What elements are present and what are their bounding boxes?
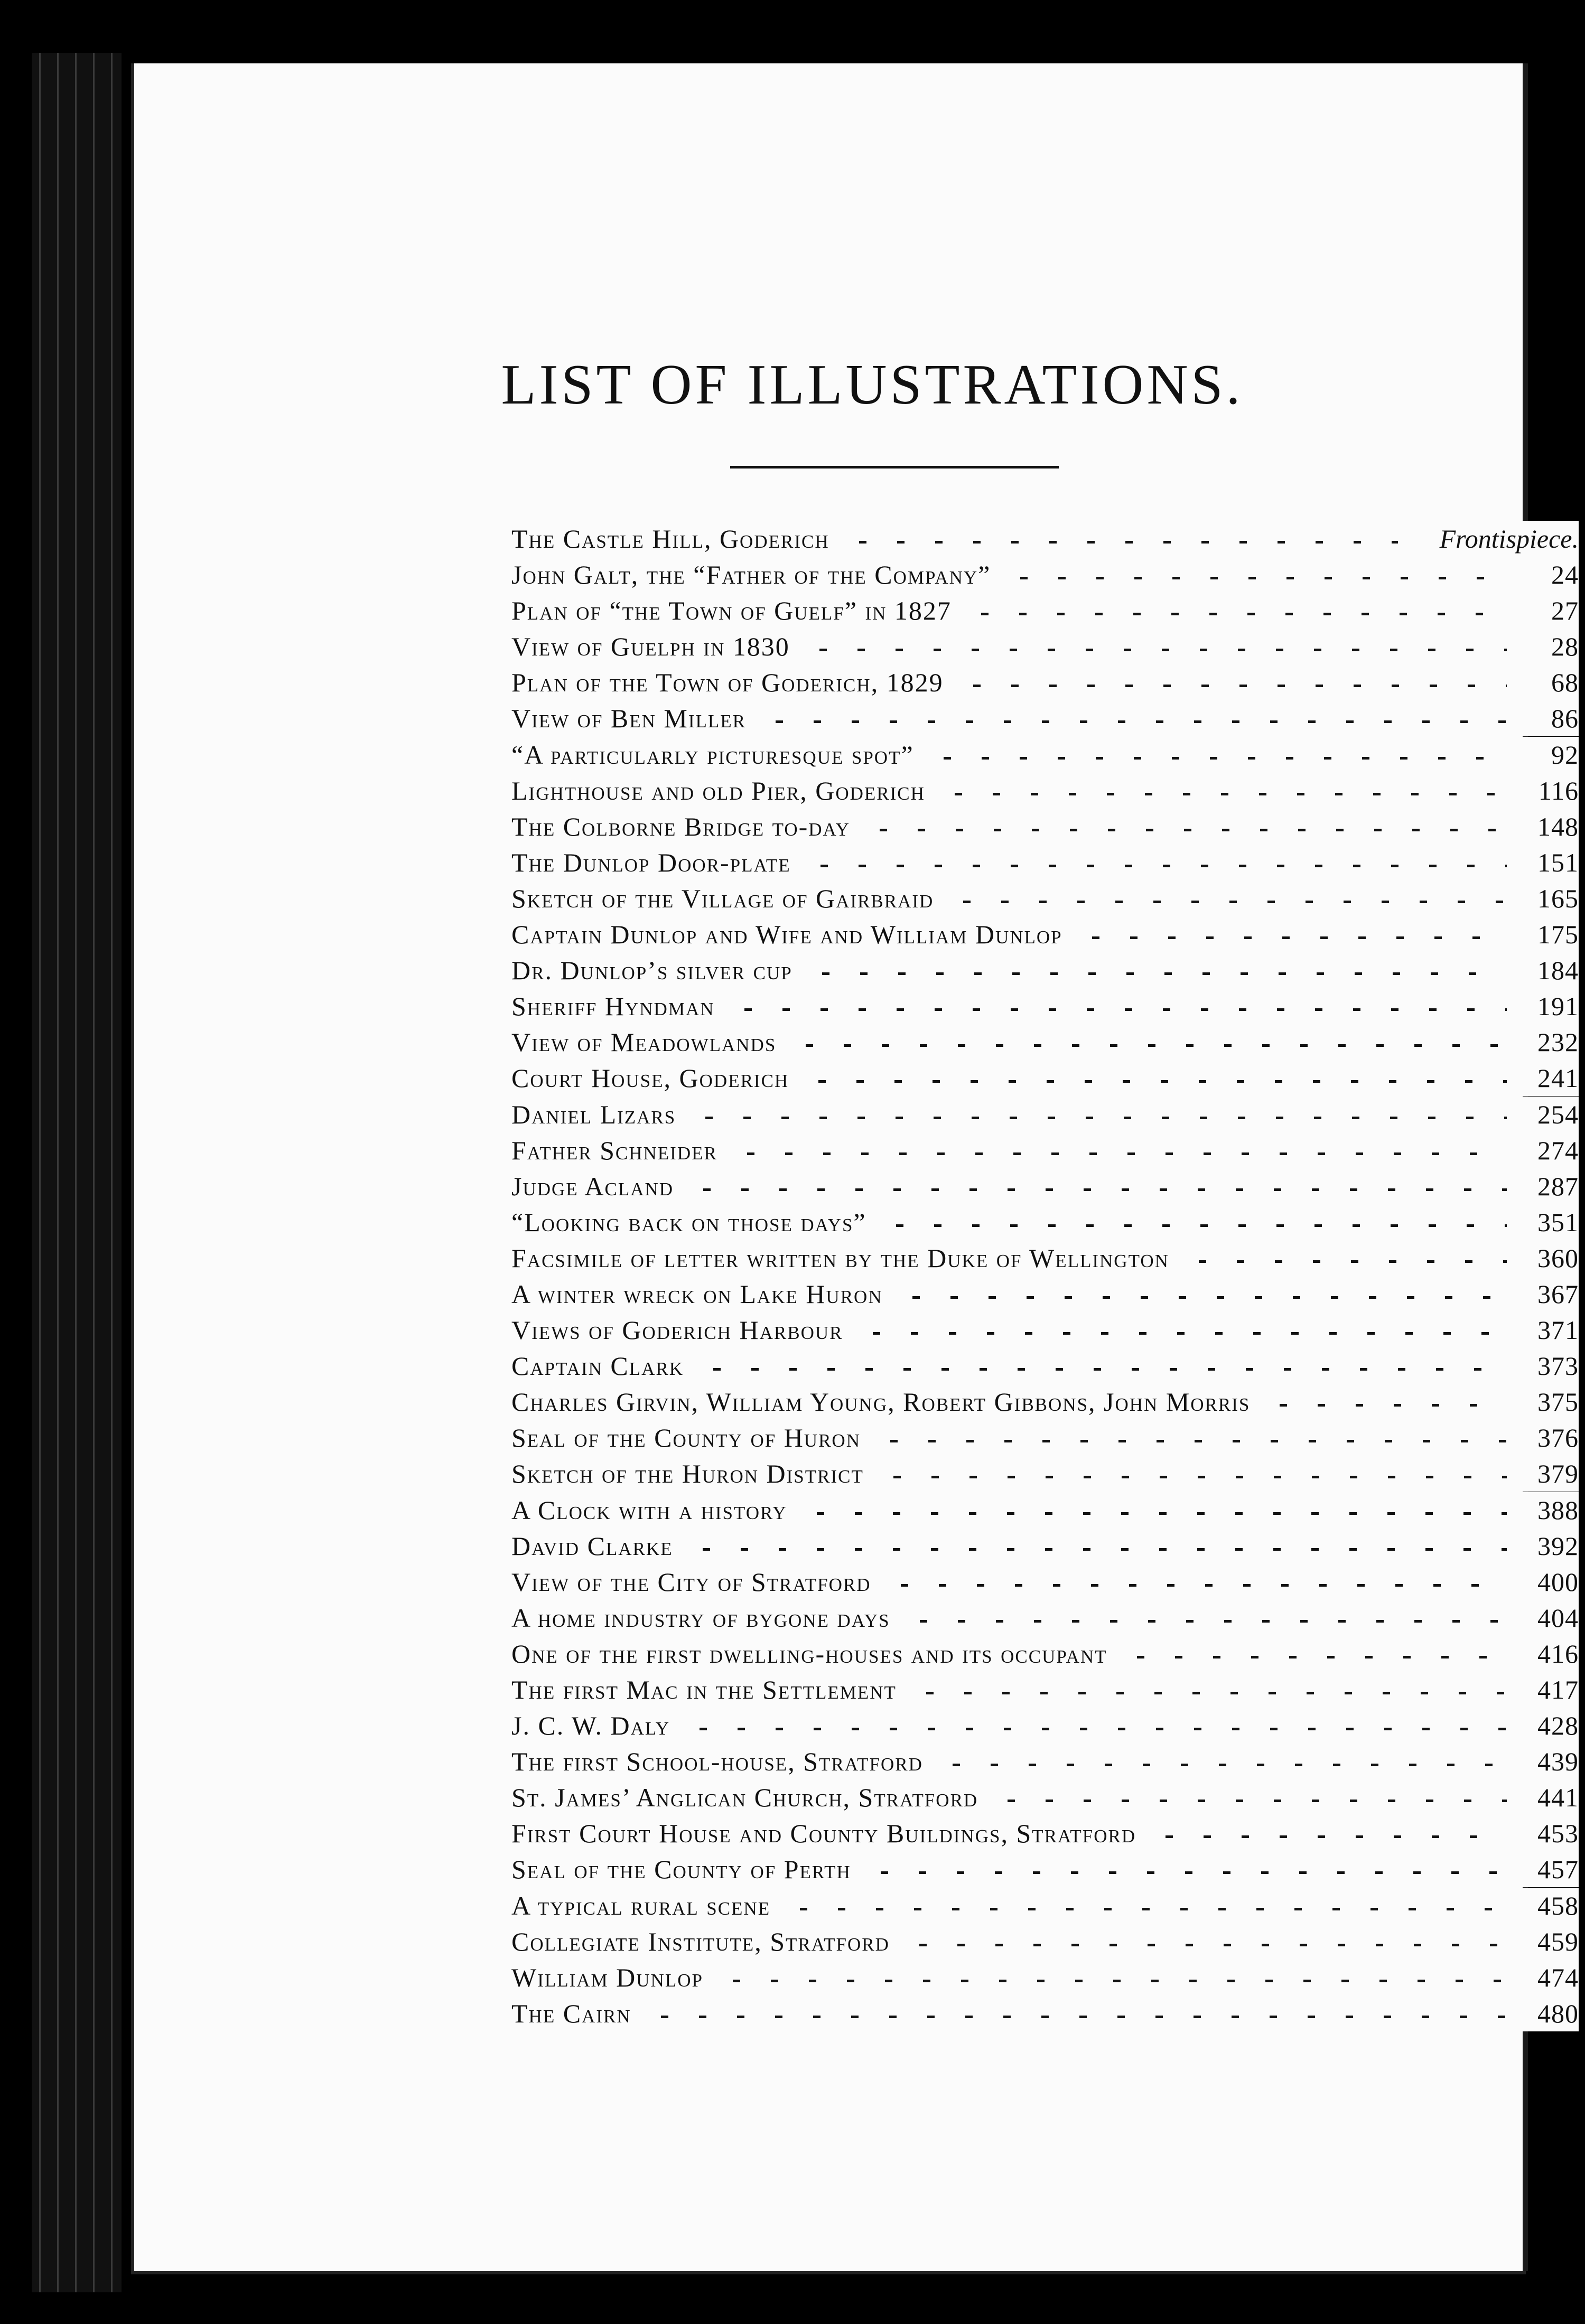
dot-leader [799, 629, 1507, 664]
list-item [511, 1384, 1579, 1420]
dot-leader [683, 1528, 1507, 1564]
dot-leader [870, 1420, 1507, 1456]
page-number: 27 [1507, 593, 1579, 629]
page-number: 274 [1507, 1132, 1579, 1168]
book-page [131, 63, 1579, 2274]
illustration-title: One of the first dwelling-houses and its occupant [511, 1636, 1117, 1672]
illustration-title: The first School-house, Stratford [511, 1744, 933, 1779]
list-item [511, 1636, 1579, 1672]
dot-leader [685, 1097, 1507, 1132]
dot-leader [797, 1492, 1507, 1528]
list-item [511, 1708, 1579, 1744]
illustration-title: The Colborne Bridge to-day [511, 809, 860, 845]
list-item [511, 1240, 1579, 1276]
illustration-title: Facsimile of letter written by the Duke of Wellington [511, 1240, 1179, 1276]
illustration-title: Views of Goderich Harbour [511, 1312, 853, 1348]
list-item [511, 593, 1579, 629]
dot-leader [1179, 1240, 1507, 1276]
illustration-title: View of the City of Stratford [511, 1564, 881, 1600]
page-number: 376 [1507, 1420, 1579, 1456]
list-item [511, 1888, 1579, 1924]
page-number: 287 [1507, 1168, 1579, 1204]
dot-leader [876, 1204, 1507, 1240]
illustration-title: Captain Dunlop and Wife and William Dunlop [511, 916, 1072, 952]
dot-leader [924, 737, 1507, 773]
page-number: 367 [1507, 1276, 1579, 1312]
dot-leader [892, 1276, 1507, 1312]
illustration-title: The Cairn [511, 1995, 641, 2031]
list-item [511, 1600, 1579, 1636]
list-item [511, 845, 1579, 880]
dot-leader [953, 664, 1507, 700]
illustration-title: A Clock with a history [511, 1492, 797, 1528]
list-item [511, 1132, 1579, 1168]
page-title: LIST OF ILLUSTRATIONS. [501, 353, 1244, 416]
dot-leader [641, 1995, 1507, 2031]
list-item [511, 1564, 1579, 1600]
illustration-title: View of Meadowlands [511, 1024, 786, 1060]
list-item [511, 557, 1579, 593]
illustration-title: First Court House and County Buildings, Stratford [511, 1815, 1145, 1851]
dot-leader [683, 1168, 1507, 1204]
page-number: 373 [1507, 1348, 1579, 1384]
illustration-title: Father Schneider [511, 1132, 727, 1168]
page-number: 416 [1507, 1636, 1579, 1672]
page-number: 175 [1507, 916, 1579, 952]
illustration-title: Charles Girvin, William Young, Robert Gibbons, John Morris [511, 1384, 1260, 1420]
title-rule [730, 466, 1059, 468]
page-number: 453 [1507, 1815, 1579, 1851]
dot-leader [1145, 1815, 1507, 1851]
page-number: 392 [1507, 1528, 1579, 1564]
dot-leader [780, 1888, 1507, 1924]
page-number: 68 [1507, 664, 1579, 700]
illustration-title: Plan of the Town of Goderich, 1829 [511, 664, 953, 700]
illustration-title: Seal of the County of Huron [511, 1420, 870, 1456]
page-number: 458 [1507, 1888, 1579, 1924]
page-number: 351 [1507, 1204, 1579, 1240]
dot-leader [756, 700, 1507, 736]
list-item [511, 773, 1579, 809]
illustration-title: The first Mac in the Settlement [511, 1672, 906, 1708]
illustration-title: A typical rural scene [511, 1888, 780, 1924]
illustration-title: Captain Clark [511, 1348, 693, 1384]
list-item [511, 809, 1579, 845]
page-number: 457 [1507, 1851, 1579, 1887]
list-item [511, 1779, 1579, 1815]
list-item [511, 1995, 1579, 2031]
illustration-title: J. C. W. Daly [511, 1708, 679, 1744]
illustration-title: Court House, Goderich [511, 1060, 798, 1096]
page-number: 116 [1507, 773, 1579, 809]
list-item [511, 1744, 1579, 1779]
illustration-title: Sheriff Hyndman [511, 988, 724, 1024]
dot-leader [679, 1708, 1507, 1744]
page-number: 184 [1507, 952, 1579, 988]
illustration-title: Seal of the County of Perth [511, 1851, 861, 1887]
dot-leader [724, 988, 1507, 1024]
page-number: 92 [1507, 737, 1579, 773]
list-item [511, 1672, 1579, 1708]
dot-leader [861, 1851, 1507, 1887]
list-item [511, 1492, 1579, 1528]
dot-leader [839, 521, 1398, 557]
illustration-title: The Dunlop Door-plate [511, 845, 800, 880]
list-item [511, 737, 1579, 773]
illustration-title: View of Ben Miller [511, 700, 756, 736]
list-item [511, 1348, 1579, 1384]
list-item [511, 1312, 1579, 1348]
page-number: 400 [1507, 1564, 1579, 1600]
illustration-title: Judge Acland [511, 1168, 683, 1204]
dot-leader [853, 1312, 1507, 1348]
dot-leader [727, 1132, 1507, 1168]
illustration-title: Sketch of the Huron District [511, 1456, 873, 1492]
page-number: 379 [1507, 1456, 1579, 1492]
illustration-title: A home industry of bygone days [511, 1600, 900, 1636]
page-number: 459 [1507, 1924, 1579, 1960]
list-item [511, 988, 1579, 1024]
illustration-title: Dr. Dunlop’s silver cup [511, 952, 802, 988]
illustration-title: “A particularly picturesque spot” [511, 737, 924, 773]
dot-leader [943, 880, 1507, 916]
dot-leader [798, 1060, 1507, 1096]
dot-leader [899, 1924, 1507, 1960]
page-number: 388 [1507, 1492, 1579, 1528]
list-item [511, 1420, 1579, 1456]
page-number: 428 [1507, 1708, 1579, 1744]
illustration-title: The Castle Hill, Goderich [511, 521, 839, 557]
illustration-title: St. James’ Anglican Church, Stratford [511, 1779, 987, 1815]
dot-leader [873, 1456, 1507, 1492]
dot-leader [860, 809, 1507, 845]
dot-leader [713, 1960, 1507, 1995]
illustration-title: View of Guelph in 1830 [511, 629, 799, 664]
dot-leader [900, 1600, 1507, 1636]
page-number: 232 [1507, 1024, 1579, 1060]
page-number: 165 [1507, 880, 1579, 916]
illustration-title: Sketch of the Village of Gairbraid [511, 880, 943, 916]
list-item [511, 1168, 1579, 1204]
dot-leader [935, 773, 1507, 809]
page-number: 375 [1507, 1384, 1579, 1420]
dot-leader [1000, 557, 1507, 593]
list-item [511, 1276, 1579, 1312]
dot-leader [906, 1672, 1507, 1708]
list-item [511, 629, 1579, 664]
illustration-title: Collegiate Institute, Stratford [511, 1924, 899, 1960]
page-number: 254 [1507, 1097, 1579, 1132]
list-item [511, 952, 1579, 988]
list-item [511, 916, 1579, 952]
illustration-title: Lighthouse and old Pier, Goderich [511, 773, 935, 809]
list-item [511, 1204, 1579, 1240]
illustration-title: A winter wreck on Lake Huron [511, 1276, 892, 1312]
illustration-title: “Looking back on those days” [511, 1204, 876, 1240]
illustration-title: David Clarke [511, 1528, 683, 1564]
dot-leader [987, 1779, 1507, 1815]
page-number: 371 [1507, 1312, 1579, 1348]
list-item [511, 700, 1579, 736]
list-item [511, 1024, 1579, 1060]
list-item [511, 1097, 1579, 1132]
list-item [511, 880, 1579, 916]
dot-leader [802, 952, 1507, 988]
dot-leader [1260, 1384, 1507, 1420]
page-number: 86 [1507, 700, 1579, 736]
dot-leader [933, 1744, 1507, 1779]
dot-leader [1117, 1636, 1507, 1672]
page-number: 151 [1507, 845, 1579, 880]
dot-leader [800, 845, 1507, 880]
illustrations-list [511, 521, 1579, 2031]
list-item [511, 1815, 1579, 1851]
page-number: 24 [1507, 557, 1579, 593]
list-item [511, 521, 1579, 557]
page-number: 360 [1507, 1240, 1579, 1276]
illustration-title: Daniel Lizars [511, 1097, 685, 1132]
list-item [511, 1960, 1579, 1995]
page-number: 28 [1507, 629, 1579, 664]
page-number: 404 [1507, 1600, 1579, 1636]
list-item [511, 664, 1579, 700]
page-number: 474 [1507, 1960, 1579, 1995]
dot-leader [693, 1348, 1507, 1384]
illustration-title: William Dunlop [511, 1960, 713, 1995]
list-item [511, 1528, 1579, 1564]
list-item [511, 1851, 1579, 1887]
list-item [511, 1060, 1579, 1096]
page-number: 191 [1507, 988, 1579, 1024]
dot-leader [1072, 916, 1507, 952]
page-number: Frontispiece. [1398, 521, 1579, 557]
illustration-title: Plan of “the Town of Guelf” in 1827 [511, 593, 961, 629]
page-number: 439 [1507, 1744, 1579, 1779]
dot-leader [961, 593, 1507, 629]
page-number: 480 [1507, 1995, 1579, 2031]
page-number: 148 [1507, 809, 1579, 845]
page-number: 241 [1507, 1060, 1579, 1096]
page-number: 441 [1507, 1779, 1579, 1815]
list-item [511, 1456, 1579, 1492]
book-spine-edge [32, 53, 122, 2292]
page-number: 417 [1507, 1672, 1579, 1708]
dot-leader [881, 1564, 1507, 1600]
dot-leader [786, 1024, 1507, 1060]
illustration-title: John Galt, the “Father of the Company” [511, 557, 1000, 593]
list-item [511, 1924, 1579, 1960]
